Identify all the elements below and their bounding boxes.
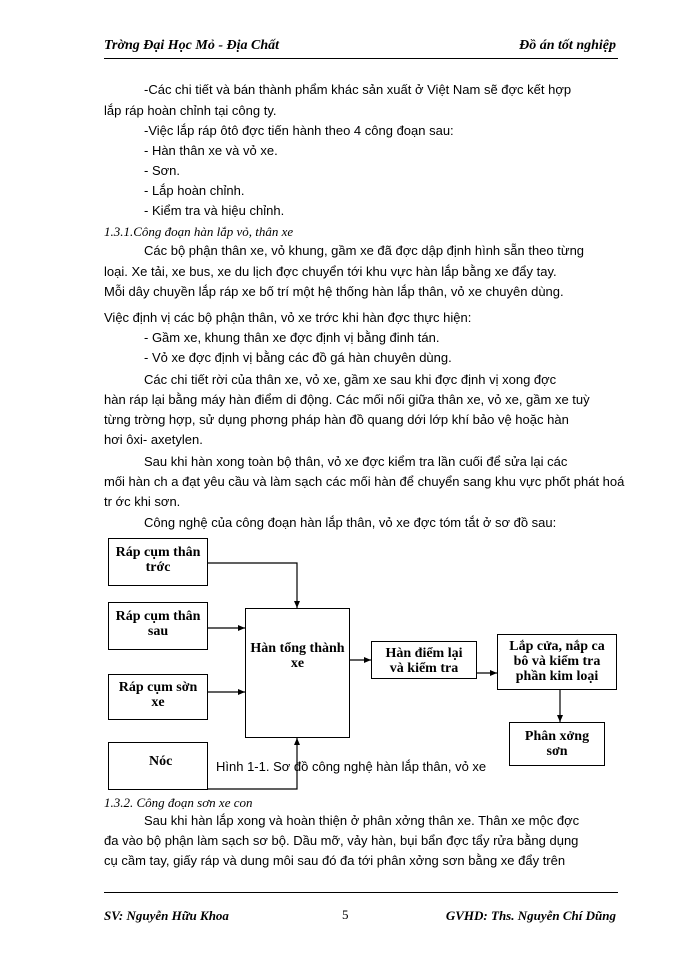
- box-rear-body: Ráp cụm thân sau: [108, 602, 208, 650]
- box-front-body: Ráp cụm thân trớc: [108, 538, 208, 586]
- body-line: hàn ráp lại bằng máy hàn điểm di động. Các mối nối giữa thân xe, vỏ xe, gầm xe tuỳ: [104, 392, 590, 407]
- list-item: - Kiểm tra và hiệu chỉnh.: [144, 203, 285, 218]
- list-item: - Hàn thân xe và vỏ xe.: [144, 143, 278, 158]
- footer-rule: [104, 892, 618, 893]
- body-line: Các bộ phận thân xe, vỏ khung, gầm xe đã đợc dập định hình sẵn theo từng: [144, 243, 585, 258]
- list-item: - Vỏ xe đợc định vị bằng các đồ gá hàn chuyên dùng.: [144, 350, 452, 365]
- list-item: - Lắp hoàn chỉnh.: [144, 183, 245, 198]
- body-line: hơi ôxi- axetylen.: [104, 432, 203, 447]
- box-final-welding: Hàn tổng thành xe: [245, 608, 350, 738]
- box-paint-shop: Phân xởng sơn: [509, 722, 605, 766]
- header-right: Đồ án tốt nghiệp: [519, 38, 616, 53]
- box-roof: Nóc: [108, 742, 208, 790]
- list-item: - Gầm xe, khung thân xe đợc định vị bằng đinh tán.: [144, 330, 440, 345]
- header-left: Trờng Đại Học Mỏ - Địa Chất: [104, 38, 280, 53]
- footer-student: SV: Nguyễn Hữu Khoa: [104, 908, 229, 923]
- body-line: lắp ráp hoàn chỉnh tại công ty.: [104, 103, 277, 118]
- body-line: loại. Xe tải, xe bus, xe du lịch đợc chuyển tới khu vực hàn lắp bằng xe đẩy tay.: [104, 264, 557, 279]
- body-line: Các chi tiết rời của thân xe, vỏ xe, gầm xe sau khi đợc định vị xong đợc: [144, 372, 557, 387]
- list-item: - Sơn.: [144, 163, 180, 178]
- connector-front-to-assembly: [208, 563, 297, 608]
- page-number: 5: [342, 907, 349, 922]
- body-line: cụ cầm tay, giấy ráp và dung môi sau đó đa tới phân xởng sơn bằng xe đẩy trên: [104, 853, 566, 868]
- body-line: Sau khi hàn lắp xong và hoàn thiện ở phân xởng thân xe. Thân xe mộc đợc: [144, 813, 580, 828]
- section-heading: 1.3.2. Công đoạn sơn xe con: [104, 795, 253, 810]
- body-line: Việc định vị các bộ phận thân, vỏ xe trớc khi hàn đợc thực hiện:: [104, 310, 472, 325]
- box-door-bonnet-inspection: Lắp cửa, nắp ca bô và kiểm tra phần kim loại: [497, 634, 617, 690]
- footer-supervisor: GVHD: Ths. Nguyễn Chí Dũng: [445, 908, 616, 923]
- box-side-body: Ráp cụm sờn xe: [108, 674, 208, 720]
- body-line: Sau khi hàn xong toàn bộ thân, vỏ xe đợc kiểm tra lần cuối để sửa lại các: [144, 454, 568, 469]
- body-line: tr ớc khi sơn.: [104, 494, 181, 509]
- body-line: -Các chi tiết và bán thành phẩm khác sản xuất ở Việt Nam sẽ đợc kết hợp: [144, 82, 572, 97]
- section-heading: 1.3.1.Công đoạn hàn lắp vỏ, thân xe: [104, 224, 294, 239]
- body-line: mối hàn ch a đạt yêu cầu và làm sạch các mối hàn để chuyển sang khu vực phốt phát hoá: [104, 474, 625, 489]
- body-line: Mỗi dây chuyền lắp ráp xe bố trí một hệ thống hàn lắp thân, vỏ xe chuyên dùng.: [104, 284, 564, 299]
- body-line: từng trờng hợp, sử dụng phơng pháp hàn đồ quang dới lớp khí bảo vệ hoặc hàn: [104, 412, 569, 427]
- body-line: Công nghệ của công đoạn hàn lắp thân, vỏ xe đợc tóm tắt ở sơ đồ sau:: [144, 515, 557, 530]
- box-spot-welding-inspection: Hàn điểm lại và kiểm tra: [371, 641, 477, 679]
- body-line: -Việc lắp ráp ôtô đợc tiến hành theo 4 công đoạn sau:: [144, 123, 454, 138]
- figure-caption: Hình 1-1. Sơ đồ công nghệ hàn lắp thân, vỏ xe: [216, 759, 487, 774]
- body-line: đa vào bộ phận làm sạch sơ bộ. Dầu mỡ, vảy hàn, bụi bẩn đợc tẩy rửa bằng dụng: [104, 833, 579, 848]
